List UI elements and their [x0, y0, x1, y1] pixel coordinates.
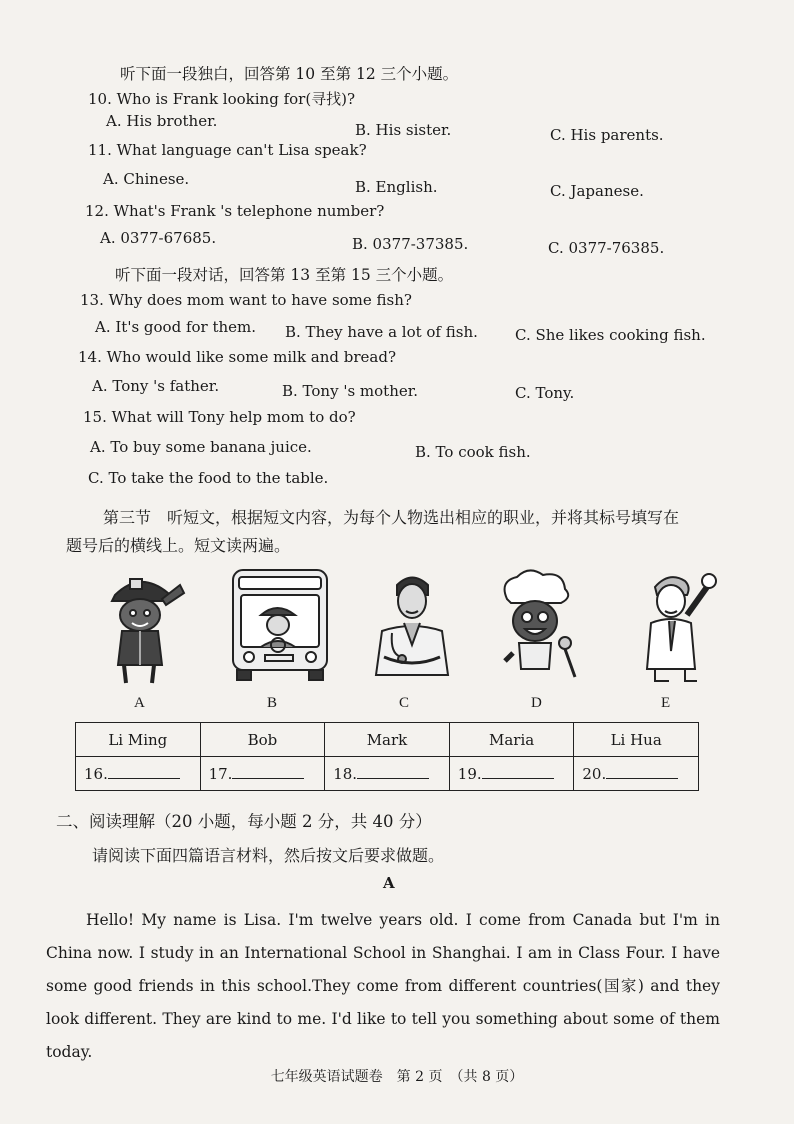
reading-heading: 二、阅读理解（20 小题，每小题 2 分，共 40 分）: [56, 812, 432, 831]
q13-option-a: A. It's good for them.: [95, 318, 257, 336]
q10-option-c: C. His parents.: [550, 126, 664, 144]
bus-driver-icon: [225, 565, 335, 685]
answer-table: [75, 722, 699, 791]
q12-option-a: A. 0377-67685.: [100, 229, 217, 247]
q12-option-c: C. 0377-76385.: [548, 239, 665, 257]
answer-cell-17[interactable]: [200, 757, 325, 791]
q15-option-a: A. To buy some banana juice.: [90, 438, 312, 456]
q15-option-c: C. To take the food to the table.: [88, 469, 329, 487]
q11-option-b: B. English.: [355, 178, 438, 196]
passage-a-text: Hello! My name is Lisa. I'm twelve years old. I come from Canada but I'm in China now. I study in an International School in Shanghai. I am in Class Four. I have some good friends in this school.They come from different countries(国家) and they look different. They are kind to me. I'd like to tell you something about some of them today.: [46, 911, 720, 1061]
answer-number-16: 16.: [84, 765, 108, 783]
q11-option-a: A. Chinese.: [103, 170, 190, 188]
figure-label-b: B: [267, 695, 278, 711]
q13-option-c: C. She likes cooking fish.: [515, 326, 706, 344]
question-14: 14. Who would like some milk and bread?: [78, 348, 397, 366]
figure-label-d: D: [531, 695, 542, 711]
doctor-icon: [362, 565, 462, 685]
answer-number-20: 20.: [582, 765, 607, 783]
question-15: 15. What will Tony help mom to do?: [83, 408, 356, 426]
q12-option-b: B. 0377-37385.: [352, 235, 469, 253]
name-cell-maria: Maria: [449, 723, 574, 757]
name-cell-mark: Mark: [325, 723, 450, 757]
question-10: 10. Who is Frank looking for(寻找)?: [88, 90, 356, 108]
q11-option-c: C. Japanese.: [550, 182, 644, 200]
answer-blank-20[interactable]: [606, 764, 678, 779]
section-intro-10-12: 听下面一段独白，回答第 10 至第 12 三个小题。: [120, 65, 459, 83]
part3-instruction-line2: 题号后的横线上。短文读两遍。: [66, 536, 291, 555]
q15-option-b: B. To cook fish.: [415, 443, 531, 461]
teacher-icon: [625, 565, 725, 685]
answer-table-blanks-row: [76, 757, 699, 791]
answer-blank-18[interactable]: [357, 764, 429, 779]
q10-option-a: A. His brother.: [106, 112, 218, 130]
name-cell-li-ming: Li Ming: [76, 723, 201, 757]
q14-option-b: B. Tony 's mother.: [282, 382, 419, 400]
question-13: 13. Why does mom want to have some fish?: [80, 291, 412, 309]
answer-blank-16[interactable]: [108, 764, 180, 779]
question-12: 12. What's Frank 's telephone number?: [85, 202, 385, 220]
answer-cell-18[interactable]: [325, 757, 450, 791]
answer-cell-16[interactable]: [76, 757, 201, 791]
figure-label-a: A: [134, 695, 145, 711]
q10-option-b: B. His sister.: [355, 121, 452, 139]
reading-instruction: 请阅读下面四篇语言材料，然后按文后要求做题。: [92, 846, 445, 865]
answer-cell-20[interactable]: [574, 757, 699, 791]
figure-label-e: E: [661, 695, 671, 711]
police-officer-icon: [90, 565, 190, 685]
q14-option-c: C. Tony.: [515, 384, 575, 402]
page-footer: 七年级英语试题卷 第 2 页 （共 8 页）: [270, 1069, 524, 1085]
answer-number-18: 18.: [333, 765, 358, 783]
passage-label: A: [383, 874, 395, 892]
name-cell-li-hua: Li Hua: [574, 723, 699, 757]
figure-label-c: C: [399, 695, 410, 711]
answer-blank-17[interactable]: [232, 764, 304, 779]
answer-cell-19[interactable]: [449, 757, 574, 791]
answer-table-names-row: [76, 723, 699, 757]
q14-option-a: A. Tony 's father.: [92, 377, 220, 395]
name-cell-bob: Bob: [200, 723, 325, 757]
q13-option-b: B. They have a lot of fish.: [285, 323, 478, 341]
chef-icon: [485, 565, 585, 685]
answer-blank-19[interactable]: [482, 764, 554, 779]
section-intro-13-15: 听下面一段对话，回答第 13 至第 15 三个小题。: [115, 266, 454, 284]
question-11: 11. What language can't Lisa speak?: [88, 141, 367, 159]
answer-number-19: 19.: [457, 765, 482, 783]
answer-number-17: 17.: [208, 765, 233, 783]
part3-instruction-line1: 第三节 听短文，根据短文内容，为每个人物选出相应的职业，并将其标号填写在: [103, 508, 680, 527]
